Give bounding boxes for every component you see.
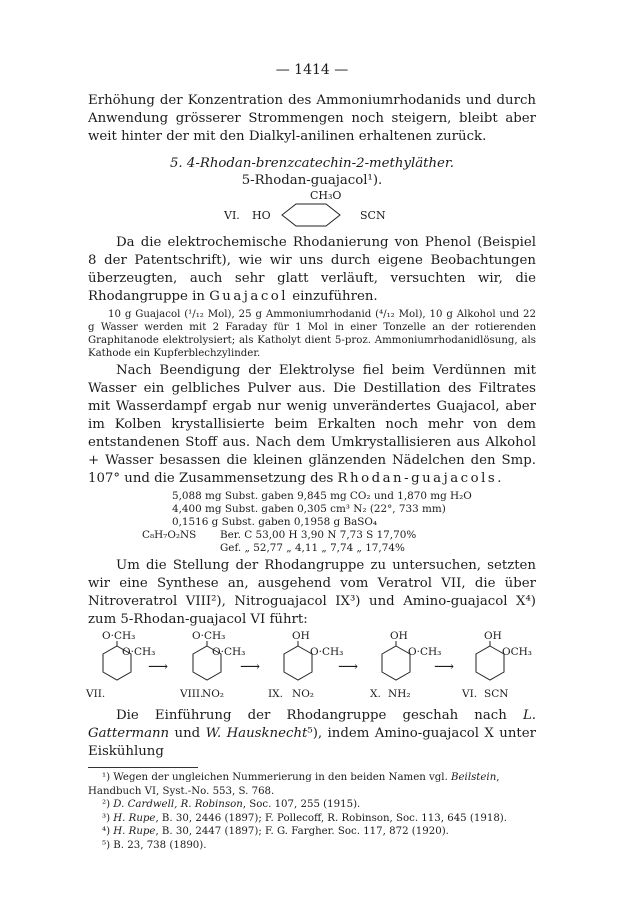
reaction-arrow: ⟶	[434, 659, 455, 675]
section-subtitle: 5-Rhodan-guajacol¹).	[241, 173, 383, 188]
substituent-vi: SCN	[484, 688, 509, 700]
svg-text:O·CH₃: O·CH₃	[122, 646, 156, 658]
substituent-viii: NO₂	[202, 688, 225, 700]
substituent-ix: NO₂	[292, 688, 315, 700]
analysis-line: 4,400 mg Subst. gaben 0,305 cm³ N₂ (22°, 733 mm)	[172, 503, 446, 515]
paragraph-elektrolyse: Nach Beendigung der Elektrolyse fiel beim Verdünnen mit Wasser ein gelbliches Pulver aus. Die Destillation des Filtrates mit Wasserdampf ergab nur wenig unverändertes Guajacol, aber im Kolben krystallisierte beim Erkalten noch mehr von dem entstandenen Stoff aus. Nach dem Umkrystallisieren aus Alkohol + Wasser besassen die kleinen glänzenden Nädelchen den Smp. 107° und die Zusammensetzung des Rhodan-guajacols.	[88, 363, 536, 486]
roman-ix: IX.	[268, 688, 283, 700]
paragraph-einfuehrung: Die Einführung der Rhodangruppe geschah nach L. Gattermann und W. Hausknecht⁵), indem Amino-guajacol X unter Eiskühlung	[88, 708, 537, 759]
svg-text:O·CH₃: O·CH₃	[212, 646, 246, 658]
svg-text:OCH₃: OCH₃	[502, 646, 533, 658]
analysis-line: 5,088 mg Subst. gaben 9,845 mg CO₂ und 1,870 mg H₂O	[172, 490, 472, 502]
formula-vi-top: CH₃O	[310, 189, 342, 202]
footnote: ¹) Wegen der ungleichen Nummerierung in den beiden Namen vgl. Beilstein, Handbuch VI, Syst.-No. 553, S. 768.	[88, 772, 500, 797]
reaction-arrow: ⟶	[240, 659, 261, 675]
svg-text:OH: OH	[292, 630, 310, 642]
footnote: ⁵) B. 23, 738 (1890).	[102, 839, 207, 851]
svg-text:OH: OH	[390, 630, 408, 642]
analysis-line: 0,1516 g Subst. gaben 0,1958 g BaSO₄	[172, 516, 378, 528]
paragraph-intro: Erhöhung der Konzentration des Ammoniumrhodanids und durch Anwendung grösserer Strommengen noch steigern, bleibt aber weit hinter der mit den Dialkyl-anilinen erhaltenen zurück.	[88, 93, 536, 144]
paragraph-rhodanierung: Da die elektrochemische Rhodanierung von Phenol (Beispiel 8 der Patentschrift), wie wir uns durch eigene Beobachtungen überzeugten, auch sehr glatt verläuft, versuchten wir, die Rhodangruppe in Guajacol einzuführen.	[88, 235, 536, 304]
formula-vi-roman: VI.	[224, 209, 240, 222]
scheme-compound-x	[370, 630, 441, 700]
svg-text:O·CH₃: O·CH₃	[102, 630, 136, 642]
structure-formula-vi	[212, 188, 412, 234]
page-number: — 1414 —	[275, 62, 349, 78]
scheme-compound-vii	[85, 630, 155, 700]
footnote: ⁴) H. Rupe, B. 30, 2447 (1897); F. G. Fargher. Soc. 117, 872 (1920).	[102, 826, 449, 837]
scheme-compound-ix	[268, 630, 343, 700]
calc-gef: Gef. „ 52,77 „ 4,11 „ 7,74 „ 17,74%	[220, 542, 405, 554]
roman-vi: VI.	[462, 688, 478, 700]
section-title: 5. 4-Rhodan-brenzcatechin-2-methyläther.	[169, 156, 455, 171]
svg-text:O·CH₃: O·CH₃	[310, 646, 344, 658]
elemental-analysis	[142, 490, 536, 555]
footnote: ³) H. Rupe, B. 30, 2446 (1897); F. Pollecoff, R. Robinson, Soc. 113, 645 (1918).	[102, 812, 508, 824]
formula-vi-left: HO	[252, 209, 271, 222]
scheme-compound-vi	[461, 630, 532, 700]
paper-page	[88, 62, 536, 852]
paragraph-synthese: Um die Stellung der Rhodangruppe zu untersuchen, setzten wir eine Synthese an, ausgehend vom Veratrol VII, die über Nitroveratrol VIII²), Nitroguajacol IX³) und Amino-guajacol X⁴) zum 5-Rhodan-guajacol VI führt:	[88, 558, 536, 627]
synthesis-scheme	[88, 629, 536, 703]
svg-text:OH: OH	[484, 630, 502, 642]
calc-formula: C₈H₇O₂NS	[142, 529, 197, 541]
svg-text:O·CH₃: O·CH₃	[408, 646, 442, 658]
reaction-arrow: ⟶	[338, 659, 359, 675]
procedure-note: 10 g Guajacol (¹/₁₂ Mol), 25 g Ammoniumrhodanid (⁴/₁₂ Mol), 10 g Alkohol und 22 g Wasser werden mit 2 Faraday für 1 Mol in einer Tonzelle an der rotierenden Graphitanode elektrolysiert; als Katholyt dient 5-proz. Ammoniumrhodanidlösung, als Kathode ein Kupferblechzylinder.	[88, 309, 536, 359]
scheme-compound-viii	[179, 630, 245, 700]
substituent-x: NH₂	[388, 688, 411, 700]
formula-vi-right: SCN	[360, 209, 386, 222]
footnote: ²) D. Cardwell, R. Robinson, Soc. 107, 255 (1915).	[102, 799, 361, 810]
svg-text:O·CH₃: O·CH₃	[192, 630, 226, 642]
benzene-ring-vi	[282, 204, 340, 226]
footnotes	[88, 771, 536, 852]
reaction-arrow: ⟶	[148, 659, 169, 675]
roman-viii: VIII.	[180, 688, 204, 700]
calc-ber: Ber. C 53,00 H 3,90 N 7,73 S 17,70%	[220, 529, 417, 541]
footnote-rule	[88, 767, 198, 768]
roman-vii: VII.	[86, 688, 106, 700]
roman-x: X.	[370, 688, 381, 700]
